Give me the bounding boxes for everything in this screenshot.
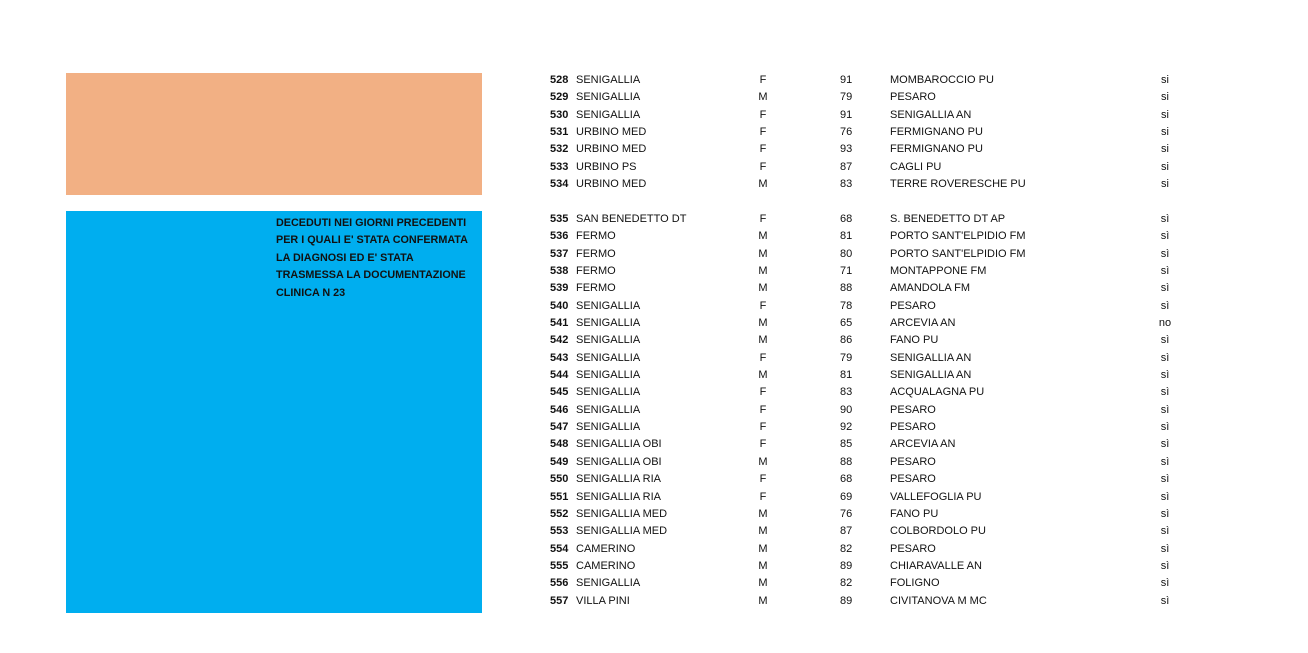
comorbidity-flag-cell: sì	[1160, 369, 1170, 382]
residence-cell: ARCEVIA AN	[890, 438, 956, 451]
age-cell: 82	[840, 577, 853, 590]
hospital-cell: SENIGALLIA	[576, 334, 641, 347]
age-cell: 68	[840, 213, 853, 225]
residence-cell: FANO PU	[890, 507, 939, 520]
residence-cell: ARCEVIA AN	[890, 317, 956, 330]
comorbidity-flag-cell: sì	[1160, 230, 1170, 243]
residence-cell: VALLEFOGLIA PU	[890, 490, 982, 503]
residence-cell: PESARO	[890, 455, 936, 468]
age-cell: 79	[840, 91, 853, 104]
comorbidity-flag-cell: no	[1158, 317, 1172, 330]
comorbidity-flag-cell: sì	[1160, 507, 1170, 520]
hospital-cell: SENIGALLIA	[576, 317, 641, 330]
comorbidity-flag-cell: sì	[1160, 525, 1170, 538]
hospital-cell: URBINO MED	[576, 178, 647, 191]
comorbidity-flag-cell: sì	[1160, 473, 1170, 486]
sex-cell: M	[758, 455, 768, 468]
comorbidity-flag-cell: si	[1161, 74, 1169, 86]
age-cell: 78	[840, 299, 853, 312]
sex-cell: F	[759, 438, 767, 451]
age-cell: 86	[840, 334, 853, 347]
age-cell: 69	[840, 490, 853, 503]
residence-cell: MONTAPPONE FM	[890, 265, 987, 278]
hospital-cell: URBINO MED	[576, 126, 647, 139]
row-number: 544	[550, 369, 569, 382]
sex-cell: F	[759, 473, 767, 486]
age-cell: 87	[840, 160, 853, 173]
comorbidity-flag-cell: sì	[1160, 334, 1170, 347]
age-cell: 89	[840, 559, 853, 572]
residence-cell: PORTO SANT'ELPIDIO FM	[890, 247, 1026, 260]
row-number: 531	[550, 126, 569, 139]
hospital-cell: SENIGALLIA	[576, 91, 641, 104]
residence-cell: S. BENEDETTO DT AP	[890, 213, 1006, 225]
row-number: 556	[550, 577, 569, 590]
age-cell: 87	[840, 525, 853, 538]
hospital-cell: SENIGALLIA	[576, 108, 641, 121]
sex-cell: F	[759, 160, 767, 173]
age-cell: 68	[840, 473, 853, 486]
hospital-cell: CAMERINO	[576, 542, 636, 555]
sex-cell: M	[758, 334, 768, 347]
sex-cell: M	[758, 282, 768, 295]
hospital-cell: SENIGALLIA	[576, 369, 641, 382]
hospital-cell: SENIGALLIA RIA	[576, 473, 661, 486]
row-number: 552	[550, 507, 569, 520]
residence-cell: ACQUALAGNA PU	[890, 386, 985, 399]
sex-cell: M	[758, 369, 768, 382]
row-number: 554	[550, 542, 569, 555]
residence-cell: SENIGALLIA AN	[890, 369, 972, 382]
sex-cell: M	[758, 178, 768, 191]
row-number: 536	[550, 230, 569, 243]
row-number: 534	[550, 178, 569, 191]
row-number: 548	[550, 438, 569, 451]
sex-cell: M	[758, 247, 768, 260]
sex-cell: F	[759, 213, 767, 225]
residence-cell: CHIARAVALLE AN	[890, 559, 982, 572]
residence-cell: PESARO	[890, 421, 936, 434]
hospital-cell: SENIGALLIA RIA	[576, 490, 661, 503]
sex-cell: F	[759, 126, 767, 139]
hospital-cell: VILLA PINI	[576, 594, 630, 607]
hospital-cell: FERMO	[576, 282, 616, 295]
row-number: 549	[550, 455, 569, 468]
comorbidity-flag-cell: si	[1161, 126, 1169, 139]
comorbidity-flag-cell: si	[1161, 160, 1169, 173]
comorbidity-flag-cell: sì	[1160, 542, 1170, 555]
row-number: 550	[550, 473, 569, 486]
age-cell: 83	[840, 386, 853, 399]
age-cell: 85	[840, 438, 853, 451]
residence-cell: PESARO	[890, 403, 936, 416]
sex-cell: M	[758, 559, 768, 572]
hospital-cell: FERMO	[576, 265, 616, 278]
row-number: 529	[550, 91, 569, 104]
row-number: 543	[550, 351, 569, 364]
residence-cell: FANO PU	[890, 334, 939, 347]
row-number: 555	[550, 559, 569, 572]
age-cell: 81	[840, 230, 853, 243]
comorbidity-flag-cell: sì	[1160, 299, 1170, 312]
comorbidity-flag-cell: sì	[1160, 213, 1170, 225]
residence-cell: PESARO	[890, 473, 936, 486]
comorbidity-flag-cell: sì	[1160, 577, 1170, 590]
hospital-cell: SENIGALLIA MED	[576, 507, 668, 520]
comorbidity-flag-cell: si	[1161, 91, 1169, 104]
comorbidity-flag-cell: sì	[1160, 247, 1170, 260]
hospital-cell: SENIGALLIA	[576, 74, 641, 86]
sex-cell: F	[759, 403, 767, 416]
age-cell: 91	[840, 74, 853, 86]
section-label: DECEDUTI NEI GIORNI PRECEDENTI PER I QUALI E' STATA CONFERMATA LA DIAGNOSI ED E' STATA TRASMESSA LA DOCUMENTAZIONE CLINICA N 23	[276, 217, 468, 299]
row-number: 551	[550, 490, 569, 503]
hospital-cell: SENIGALLIA	[576, 403, 641, 416]
residence-cell: MOMBAROCCIO PU	[890, 74, 994, 86]
age-cell: 76	[840, 126, 853, 139]
hospital-cell: FERMO	[576, 247, 616, 260]
residence-cell: PESARO	[890, 91, 936, 104]
row-number: 557	[550, 594, 569, 607]
row-number: 532	[550, 143, 569, 156]
sex-cell: F	[759, 299, 767, 312]
hospital-cell: CAMERINO	[576, 559, 636, 572]
orange-section-block	[66, 73, 482, 195]
sex-cell: M	[758, 542, 768, 555]
comorbidity-flag-cell: sì	[1160, 265, 1170, 278]
comorbidity-flag-cell: sì	[1160, 421, 1170, 434]
hospital-cell: SENIGALLIA OBI	[576, 438, 662, 451]
hospital-cell: SENIGALLIA	[576, 577, 641, 590]
residence-cell: FOLIGNO	[890, 577, 940, 590]
age-cell: 82	[840, 542, 853, 555]
hospital-cell: URBINO MED	[576, 143, 647, 156]
residence-cell: CIVITANOVA M MC	[890, 594, 987, 607]
row-number: 542	[550, 334, 569, 347]
sex-cell: M	[758, 594, 768, 607]
sex-cell: F	[759, 74, 767, 86]
age-cell: 79	[840, 351, 853, 364]
residence-cell: SENIGALLIA AN	[890, 108, 972, 121]
comorbidity-flag-cell: sì	[1160, 403, 1170, 416]
comorbidity-flag-cell: sì	[1160, 438, 1170, 451]
row-number: 535	[550, 213, 569, 225]
comorbidity-flag-cell: sì	[1160, 559, 1170, 572]
row-number: 530	[550, 108, 569, 121]
age-cell: 93	[840, 143, 853, 156]
residence-cell: CAGLI PU	[890, 160, 942, 173]
age-cell: 92	[840, 421, 853, 434]
residence-cell: AMANDOLA FM	[890, 282, 971, 295]
residence-cell: PORTO SANT'ELPIDIO FM	[890, 230, 1026, 243]
row-number: 547	[550, 421, 569, 434]
comorbidity-flag-cell: sì	[1160, 351, 1170, 364]
comorbidity-flag-cell: sì	[1160, 455, 1170, 468]
age-cell: 90	[840, 403, 853, 416]
age-cell: 89	[840, 594, 853, 607]
comorbidity-flag-cell: si	[1161, 143, 1169, 156]
hospital-cell: SENIGALLIA	[576, 299, 641, 312]
age-cell: 80	[840, 247, 853, 260]
comorbidity-flag-cell: sì	[1160, 386, 1170, 399]
row-number: 533	[550, 160, 569, 173]
comorbidity-flag-cell: sì	[1160, 490, 1170, 503]
sex-cell: M	[758, 317, 768, 330]
age-cell: 83	[840, 178, 853, 191]
residence-cell: PESARO	[890, 542, 936, 555]
residence-cell: FERMIGNANO PU	[890, 126, 983, 139]
hospital-cell: SENIGALLIA	[576, 386, 641, 399]
hospital-cell: URBINO PS	[576, 160, 637, 173]
sex-cell: M	[758, 230, 768, 243]
sex-cell: M	[758, 91, 768, 104]
age-cell: 88	[840, 282, 853, 295]
row-number: 546	[550, 403, 569, 416]
hospital-cell: FERMO	[576, 230, 616, 243]
row-number: 540	[550, 299, 569, 312]
residence-cell: COLBORDOLO PU	[890, 525, 986, 538]
age-cell: 91	[840, 108, 853, 121]
comorbidity-flag-cell: sì	[1160, 594, 1170, 607]
sex-cell: F	[759, 490, 767, 503]
hospital-cell: SENIGALLIA	[576, 351, 641, 364]
residence-cell: PESARO	[890, 299, 936, 312]
hospital-cell: SENIGALLIA OBI	[576, 455, 662, 468]
row-number: 541	[550, 317, 569, 330]
sex-cell: F	[759, 386, 767, 399]
hospital-cell: SENIGALLIA MED	[576, 525, 668, 538]
comorbidity-flag-cell: si	[1161, 108, 1169, 121]
comorbidity-flag-cell: sì	[1160, 282, 1170, 295]
row-number: 537	[550, 247, 569, 260]
age-cell: 65	[840, 317, 853, 330]
row-number: 539	[550, 282, 569, 295]
sex-cell: M	[758, 507, 768, 520]
residence-cell: FERMIGNANO PU	[890, 143, 983, 156]
sex-cell: M	[758, 265, 768, 278]
residence-cell: TERRE ROVERESCHE PU	[890, 178, 1026, 191]
hospital-cell: SAN BENEDETTO DT	[576, 213, 687, 225]
sex-cell: F	[759, 351, 767, 364]
blue-section-block	[66, 211, 482, 613]
comorbidity-flag-cell: si	[1161, 178, 1169, 191]
row-number: 545	[550, 386, 569, 399]
age-cell: 76	[840, 507, 853, 520]
row-number: 528	[550, 74, 569, 86]
hospital-cell: SENIGALLIA	[576, 421, 641, 434]
residence-cell: SENIGALLIA AN	[890, 351, 972, 364]
sex-cell: F	[759, 108, 767, 121]
row-number: 553	[550, 525, 569, 538]
age-cell: 88	[840, 455, 853, 468]
age-cell: 71	[840, 265, 853, 278]
age-cell: 81	[840, 369, 853, 382]
sex-cell: M	[758, 525, 768, 538]
sex-cell: M	[758, 577, 768, 590]
sex-cell: F	[759, 143, 767, 156]
row-number: 538	[550, 265, 569, 278]
sex-cell: F	[759, 421, 767, 434]
